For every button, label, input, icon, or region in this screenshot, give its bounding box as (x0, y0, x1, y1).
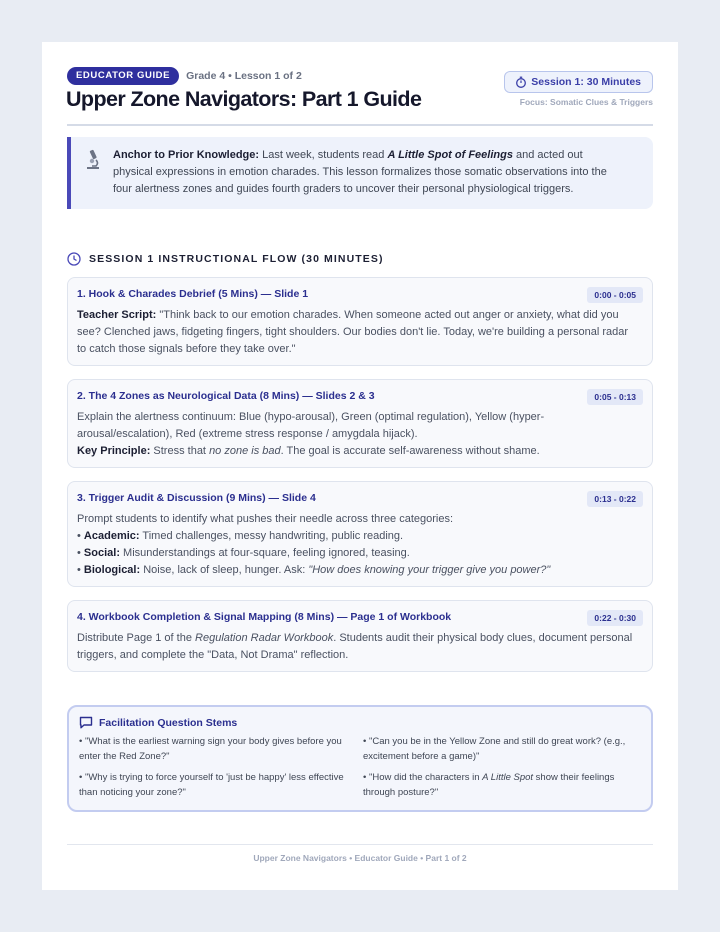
bullet-label: Academic: (83, 530, 140, 542)
workbook-title: Regulation Radar Workbook (195, 632, 334, 644)
question-stem: • "Why is trying to force yourself to 'just be happy' less effective than noticing your zone?" (79, 772, 344, 798)
teacher-script-label: Teacher Script: (77, 309, 157, 321)
key-principle (77, 443, 638, 460)
time-badge: 0:13 - 0:22 (587, 491, 643, 507)
teacher-script-text: "Think back to our emotion charades. When someone acted out anger or anxiety, what did you see? Clenched jaws, fidgeting fingers, tight shoulders. Our bodies don't lie. Today, we're building a personal radar to catch those signals before they take over." (77, 309, 629, 355)
stem-text: show their feelings through posture?" (363, 772, 615, 798)
step-text: . Students audit their physical body clues, document personal triggers, and complete the "Data, Not Drama" reflection. (77, 632, 633, 661)
bullet-text: Noise, lack of sleep, hunger. Ask: (140, 564, 309, 576)
step-body (77, 307, 638, 358)
anchor-text-part: Last week, students read (259, 149, 388, 161)
header-meta (67, 67, 302, 85)
section-heading-text: SESSION 1 INSTRUCTIONAL FLOW (30 MINUTES) (89, 253, 384, 265)
book-title: A Little Spot of Feelings (387, 149, 513, 161)
header-divider (67, 124, 653, 126)
section-heading (67, 251, 384, 267)
educator-guide-badge: EDUCATOR GUIDE (67, 67, 179, 85)
grade-lesson-label: Grade 4 • Lesson 1 of 2 (186, 70, 302, 82)
step-body (77, 511, 638, 579)
time-badge: 0:00 - 0:05 (587, 287, 643, 303)
step-title: 3. Trigger Audit & Discussion (9 Mins) — Slide 4 (77, 492, 316, 504)
bullet-text: Misunderstandings at four-square, feeling ignored, teasing. (120, 547, 410, 559)
stopwatch-icon (515, 76, 527, 88)
chat-bubble-icon (79, 716, 93, 729)
question-stems-box (67, 705, 653, 812)
flow-step-trigger-audit (67, 481, 653, 587)
anchor-callout (67, 137, 653, 209)
time-badge: 0:05 - 0:13 (587, 389, 643, 405)
session-label: Session 1: 30 Minutes (531, 76, 641, 88)
question-stem: • "What is the earliest warning sign your body gives before you enter the Red Zone?" (79, 736, 342, 762)
stem-book-title: A Little Spot (482, 772, 534, 783)
step-title: 1. Hook & Charades Debrief (5 Mins) — Slide 1 (77, 288, 309, 300)
stems-heading (79, 716, 237, 729)
step-text: Explain the alertness continuum: Blue (hypo-arousal), Green (optimal regulation), Yellow (hyper-arousal/escalation), Red (extreme stress response / amygdala hijack). (77, 411, 545, 440)
bullet-question: "How does knowing your trigger give you power?" (308, 564, 551, 576)
step-body (77, 630, 638, 664)
anchor-text-part: and acted out physical expressions in emotion charades. This lesson formalizes those somatic observations into the four alertness zones and guides fourth graders to uncover their personal physiological triggers. (113, 149, 607, 195)
session-badge (504, 71, 653, 93)
key-principle-label: Key Principle: (77, 445, 151, 457)
footer-divider (67, 844, 653, 845)
time-badge: 0:22 - 0:30 (587, 610, 643, 626)
question-stem: • "Can you be in the Yellow Zone and still do great work? (e.g., excitement before a game)" (363, 736, 626, 762)
page-footer: Upper Zone Navigators • Educator Guide • Part 1 of 2 (253, 853, 467, 863)
trigger-bullet-social: • Social: Misunderstandings at four-square, feeling ignored, teasing. (77, 547, 410, 559)
step-text: Distribute Page 1 of the (77, 632, 196, 644)
flow-step-zones (67, 379, 653, 468)
microscope-icon (83, 148, 103, 170)
bullet-label: Social: (83, 547, 120, 559)
page-title: Upper Zone Navigators: Part 1 Guide (66, 87, 422, 111)
flow-step-workbook (67, 600, 653, 672)
step-body (77, 409, 638, 460)
guide-page (42, 42, 678, 890)
anchor-label: Anchor to Prior Knowledge: (113, 149, 260, 161)
key-principle-text: . The goal is accurate self-awareness without shame. (280, 445, 540, 457)
bullet-text: Timed challenges, messy handwriting, public reading. (139, 530, 404, 542)
key-principle-text: Stress that (150, 445, 210, 457)
step-title: 2. The 4 Zones as Neurological Data (8 Mins) — Slides 2 & 3 (77, 390, 375, 402)
trigger-bullet-academic: • Academic: Timed challenges, messy handwriting, public reading. (77, 530, 404, 542)
question-stem (363, 770, 641, 800)
focus-label: Focus: Somatic Clues & Triggers (519, 97, 653, 107)
step-title: 4. Workbook Completion & Signal Mapping (8 Mins) — Page 1 of Workbook (77, 611, 452, 623)
step-intro: Prompt students to identify what pushes their needle across three categories: (77, 513, 454, 525)
anchor-text (113, 147, 623, 198)
key-principle-emphasis: no zone is bad (209, 445, 281, 457)
clock-icon (67, 252, 81, 266)
stem-text: • "How did the characters in (363, 772, 483, 783)
stems-title: Facilitation Question Stems (99, 716, 238, 729)
flow-step-hook (67, 277, 653, 366)
trigger-bullet-biological: • Biological: Noise, lack of sleep, hunger. Ask: "How does knowing your trigger give you power?" (77, 564, 551, 576)
bullet-label: Biological: (83, 564, 141, 576)
